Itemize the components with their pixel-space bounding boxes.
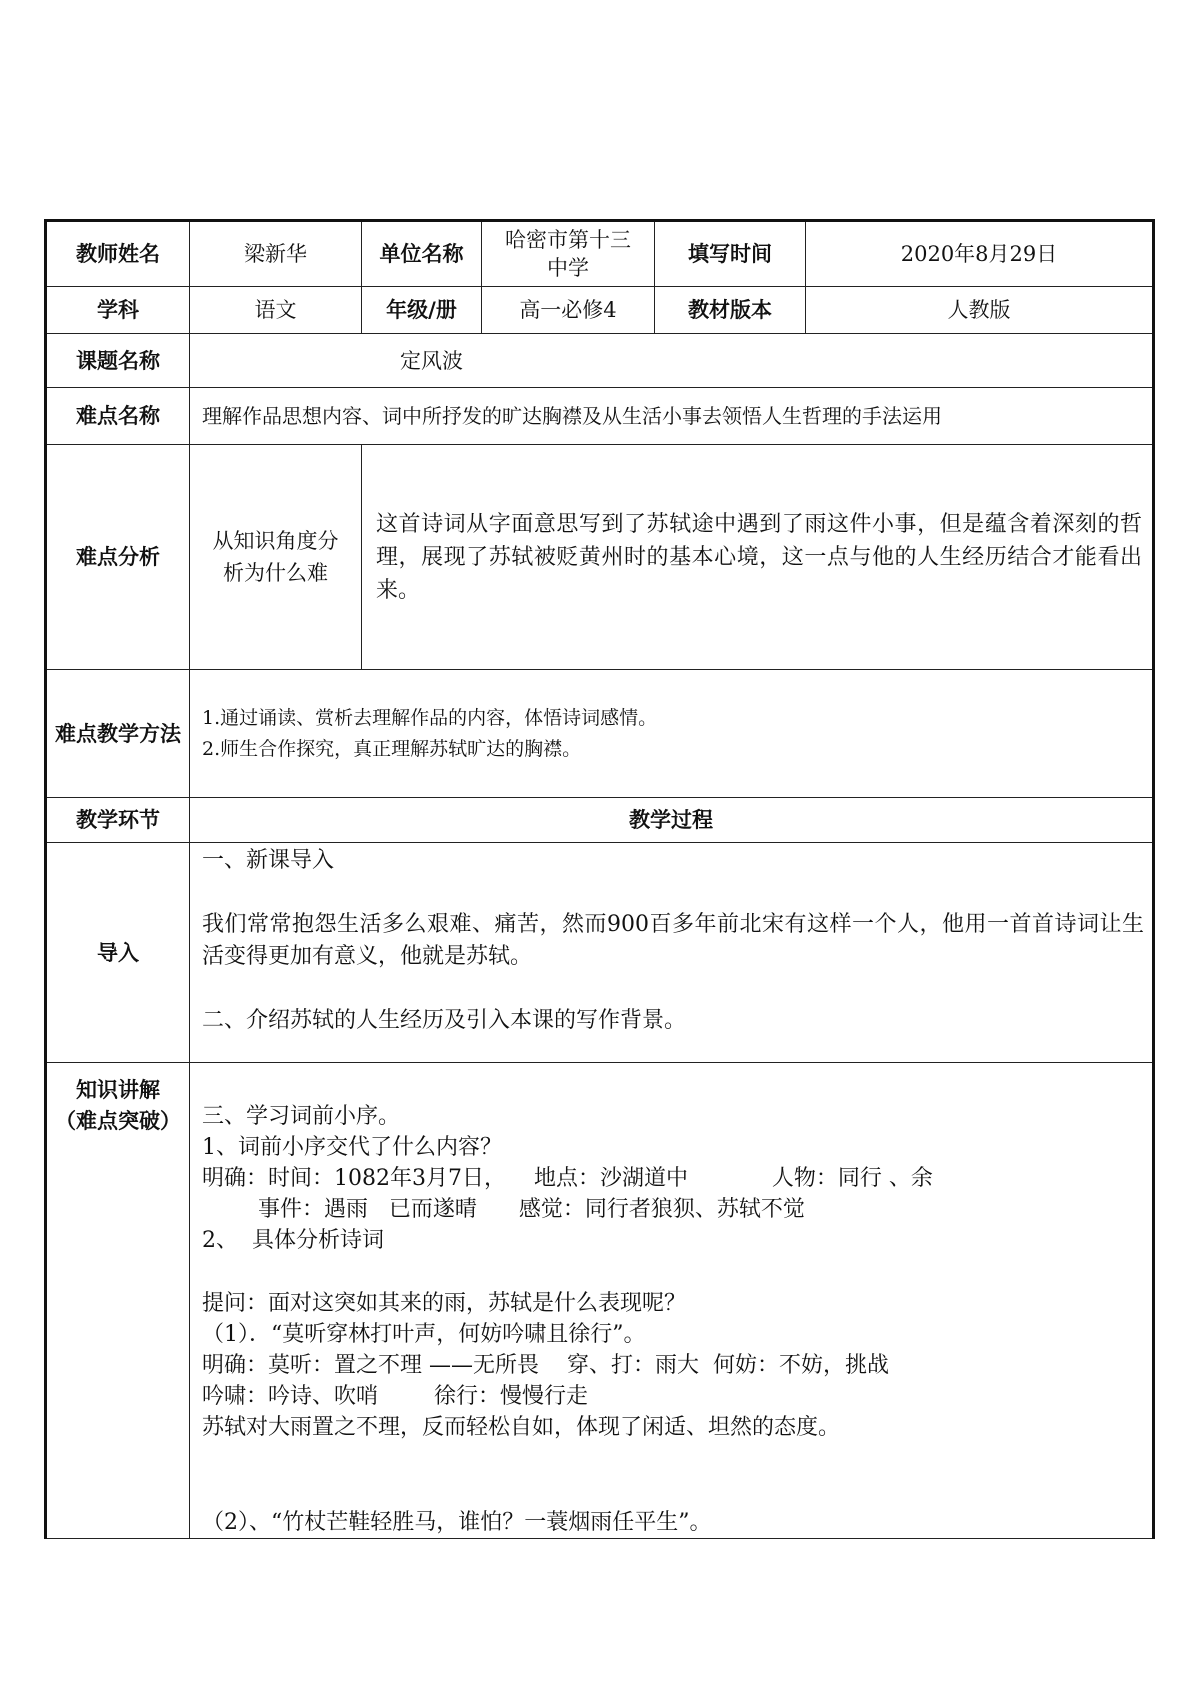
- subject-label: 学科: [46, 287, 190, 334]
- knowledge-label-line1: 知识讲解: [76, 1078, 160, 1102]
- knowledge-q2: （2）、“竹杖芒鞋轻胜马，谁怕？一蓑烟雨任平生”。: [202, 1510, 712, 1535]
- knowledge-question: 提问：面对这突如其来的雨，苏轼是什么表现呢？: [202, 1291, 687, 1316]
- knowledge-q1: （1）．“莫听穿林打叶声，何妨吟啸且徐行”。: [202, 1322, 646, 1347]
- intro-label: 导入: [46, 843, 190, 1063]
- knowledge-q1-summary: 苏轼对大雨置之不理，反而轻松自如，体现了闲适、坦然的态度。: [202, 1415, 841, 1440]
- method-label: 难点教学方法: [46, 670, 190, 798]
- difficulty-label: 难点名称: [46, 388, 190, 445]
- knowledge-line-4: 事件：遇雨 已而遂晴 感觉：同行者狼狈、苏轼不觉: [202, 1197, 805, 1222]
- topic-label: 课题名称: [46, 334, 190, 388]
- knowledge-label-line2: （难点突破）: [55, 1109, 181, 1133]
- teacher-name-value: 梁新华: [190, 221, 362, 287]
- knowledge-line-1: 三、学习词前小序。: [202, 1104, 401, 1129]
- knowledge-q1-answer-b: 吟啸：吟诗、吹哨 徐行：慢慢行走: [202, 1384, 588, 1409]
- method-content: [190, 670, 1154, 798]
- intro-row: [46, 843, 1154, 1063]
- topic-value: 定风波: [190, 334, 1154, 388]
- intro-second: 二、介绍苏轼的人生经历及引入本课的写作背景。: [202, 1008, 687, 1033]
- knowledge-line-5: 2、 具体分析诗词: [202, 1228, 384, 1253]
- method-item-2: 2.师生合作探究，真正理解苏轼旷达的胸襟。: [202, 737, 582, 760]
- method-row: [46, 670, 1154, 798]
- lesson-plan-table: [44, 219, 1155, 1539]
- knowledge-row: [46, 1063, 1154, 1539]
- intro-content: [190, 843, 1154, 1063]
- process-header-label: 教学过程: [190, 798, 1154, 843]
- method-item-1: 1.通过诵读、赏析去理解作品的内容，体悟诗词感情。: [202, 706, 658, 729]
- knowledge-content: [190, 1063, 1154, 1539]
- intro-heading: 一、新课导入: [202, 848, 335, 873]
- grade-value: 高一必修4: [482, 287, 655, 334]
- analysis-sublabel: 从知识角度分析为什么难: [190, 445, 362, 670]
- knowledge-q1-answer-a: 明确：莫听：置之不理 ——无所畏 穿、打：雨大 何妨：不妨，挑战: [202, 1353, 889, 1378]
- knowledge-label: [46, 1063, 190, 1539]
- intro-paragraph: 我们常常抱怨生活多么艰难、痛苦，然而900百多年前北宋有这样一个人，他用一首首诗词让生活变得更加有意义，他就是苏轼。: [202, 912, 1144, 969]
- knowledge-line-2: 1、词前小序交代了什么内容？: [202, 1135, 502, 1160]
- subject-value: 语文: [190, 287, 362, 334]
- analysis-row: [46, 445, 1154, 670]
- edition-value: 人教版: [806, 287, 1154, 334]
- grade-label: 年级/册: [362, 287, 482, 334]
- analysis-text: 这首诗词从字面意思写到了苏轼途中遇到了雨这件小事，但是蕴含着深刻的哲理，展现了苏轼被贬黄州时的基本心境，这一点与他的人生经历结合才能看出来。: [362, 445, 1154, 670]
- topic-row: [46, 334, 1154, 388]
- analysis-label: 难点分析: [46, 445, 190, 670]
- process-header-row: [46, 798, 1154, 843]
- unit-name-value: 哈密市第十三中学: [482, 221, 655, 287]
- header-row-2: [46, 287, 1154, 334]
- stage-header-label: 教学环节: [46, 798, 190, 843]
- fill-date-value: 2020年8月29日: [806, 221, 1154, 287]
- header-row-1: [46, 221, 1154, 287]
- fill-date-label: 填写时间: [655, 221, 806, 287]
- unit-name-label: 单位名称: [362, 221, 482, 287]
- difficulty-value: 理解作品思想内容、词中所抒发的旷达胸襟及从生活小事去领悟人生哲理的手法运用: [190, 388, 1154, 445]
- teacher-name-label: 教师姓名: [46, 221, 190, 287]
- difficulty-row: [46, 388, 1154, 445]
- edition-label: 教材版本: [655, 287, 806, 334]
- knowledge-line-3: 明确：时间：1082年3月7日， 地点：沙湖道中 人物：同行 、余: [202, 1166, 933, 1191]
